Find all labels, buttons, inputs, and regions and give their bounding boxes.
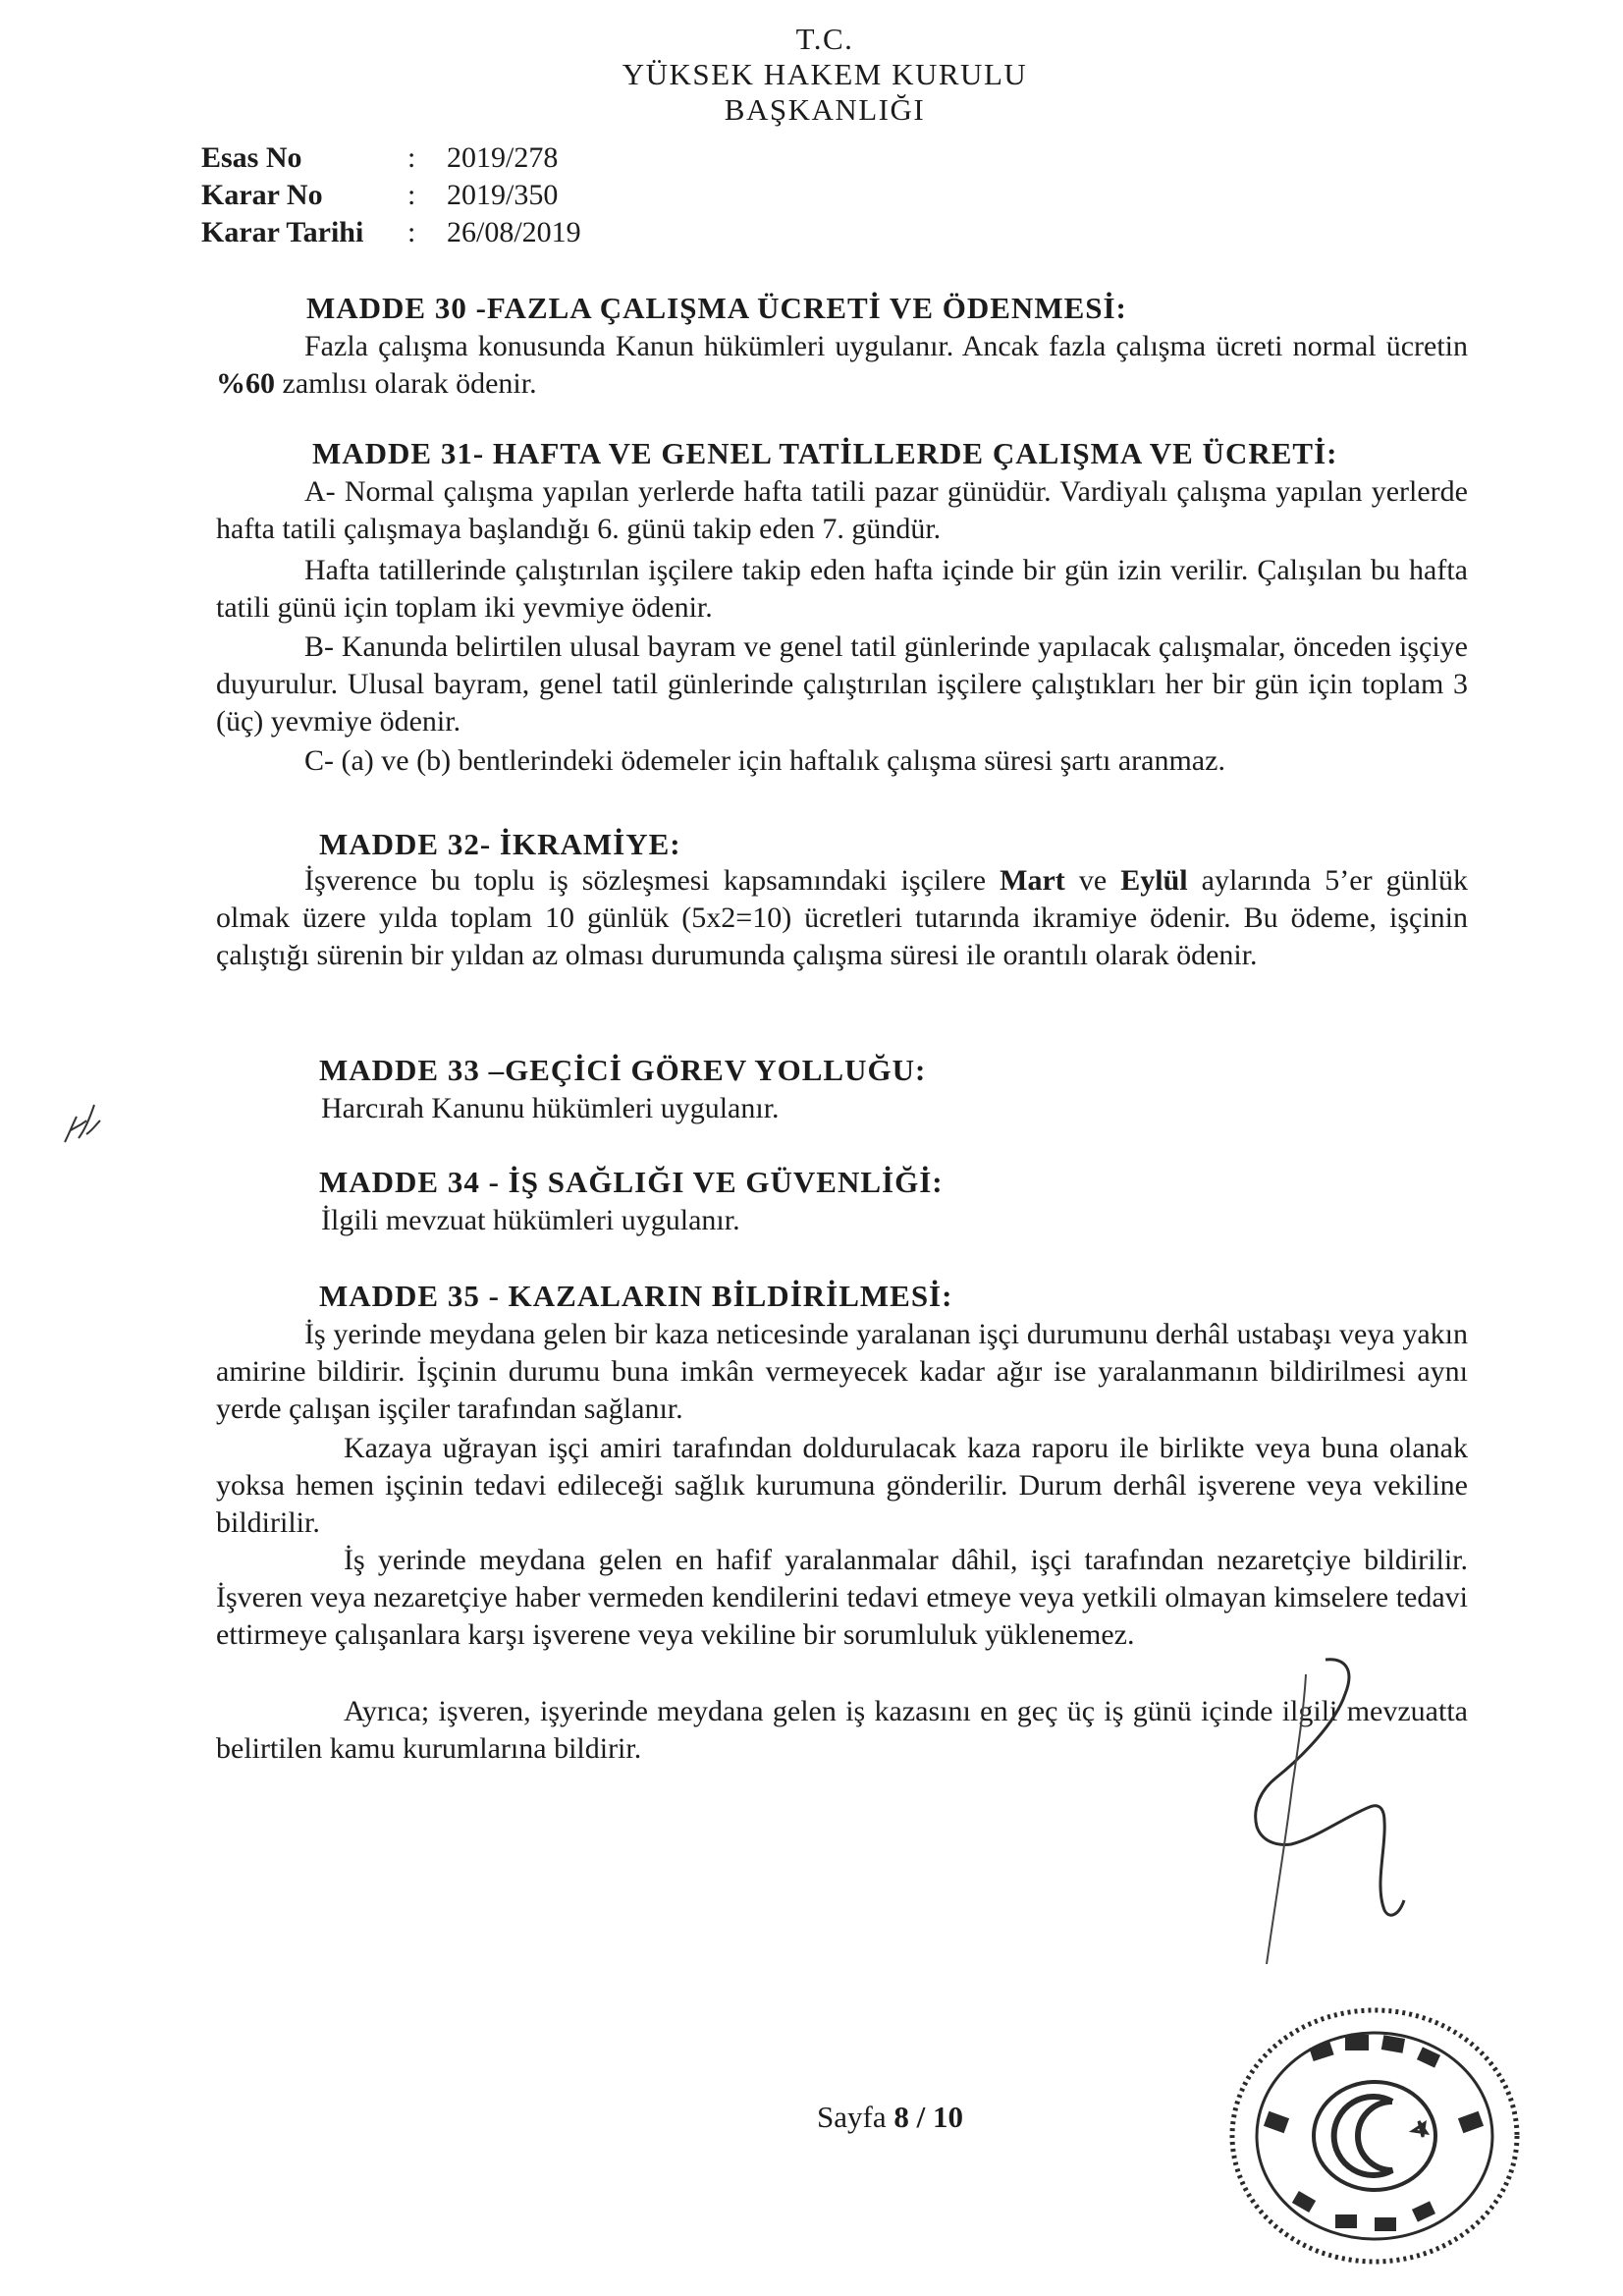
madde-35-p3 — [216, 1542, 1468, 1654]
madde-35-p1-text: İş yerinde meydana gelen bir kaza neticesinde yaralanan işçi durumunu derhâl ustabaşı veya yakın amirine bildirir. İşçinin durumu buna imkân vermeyecek kadar ağır ise yaralanmanın bildirilmesi aynı yerde çalışan işçiler tarafından sağlanır. — [216, 1318, 1468, 1425]
page-footer — [817, 2100, 963, 2135]
karar-row — [201, 177, 581, 214]
madde-31-p4 — [216, 742, 1468, 780]
madde-32-month-eylul: Eylül — [1120, 864, 1188, 897]
signature — [1208, 1650, 1434, 1974]
footer-prefix: Sayfa — [817, 2100, 894, 2134]
madde-30-text-a: Fazla çalışma konusunda Kanun hükümleri uygulanır. Ancak fazla çalışma ücreti normal ücretin — [304, 330, 1468, 362]
madde-31-p1 — [216, 473, 1468, 548]
madde-35-p3-text: İş yerinde meydana gelen en hafif yaralanmalar dâhil, işçi tarafından nezaretçiye bildirilir. İşveren veya nezaretçiye haber vermeden kendilerini tedavi etmeye veya yetkili olmayan kimselere tedavi ettirmeye çalışanlara karşı işverene veya vekiline bir sorumluluk yüklenemez. — [216, 1544, 1468, 1651]
madde-30-rate: %60 — [216, 367, 275, 400]
madde-31-p2-text: Hafta tatillerinde çalıştırılan işçilere takip eden hafta içinde bir gün izin verilir. Çalışılan bu hafta tatili günü için toplam iki yevmiye ödenir. — [216, 554, 1468, 624]
official-seal-stamp — [1217, 1994, 1532, 2269]
madde-35-p1 — [216, 1316, 1468, 1428]
madde-35-p2 — [216, 1430, 1468, 1542]
document-header — [550, 22, 1100, 128]
madde-31-p3 — [216, 629, 1468, 740]
madde-32-text-2: ve — [1064, 864, 1121, 897]
tarih-row — [201, 214, 581, 251]
header-line-tc: T.C. — [795, 22, 854, 56]
madde-34-heading: MADDE 34 - İŞ SAĞLIĞI VE GÜVENLİĞİ: — [319, 1165, 944, 1199]
madde-32-text-3: aylarında 5’er günlük olmak üzere yılda toplam 10 günlük (5x2=10) ücretleri tutarında ikramiye ödenir. Bu ödeme, işçinin çalıştığı sürenin bir yıldan az olması durumunda çalışma süresi ile orantılı olarak ödenir. — [216, 864, 1468, 971]
tarih-label: Karar Tarihi — [201, 216, 364, 248]
karar-value: 2019/350 — [447, 179, 559, 211]
esas-value: 2019/278 — [447, 141, 559, 174]
madde-31-p1-text: A- Normal çalışma yapılan yerlerde hafta tatili pazar günüdür. Vardiyalı çalışma yapılan yerlerde hafta tatili çalışmaya başlandığı 6. günü takip eden 7. gündür. — [216, 475, 1468, 545]
madde-33-heading: MADDE 33 –GEÇİCİ GÖREV YOLLUĞU: — [319, 1053, 927, 1087]
madde-32-month-mart: Mart — [1000, 864, 1065, 897]
esas-label: Esas No — [201, 141, 302, 174]
madde-31-heading: MADDE 31- HAFTA VE GENEL TATİLLERDE ÇALIŞMA VE ÜCRETİ: — [312, 436, 1338, 470]
madde-30-text — [216, 328, 1468, 403]
madde-30-text-b: zamlısı olarak ödenir. — [275, 367, 537, 400]
header-line-institution: YÜKSEK HAKEM KURULU — [622, 57, 1028, 91]
madde-33-text: Harcırah Kanunu hükümleri uygulanır. — [321, 1092, 780, 1124]
madde-31-p3-text: B- Kanunda belirtilen ulusal bayram ve genel tatil günlerinde yapılacak çalışmalar, önceden işçiye duyurulur. Ulusal bayram, genel tatil günlerinde çalıştırılan işçilere çalıştıkları her bir gün için toplam 3 (üç) yevmiye ödenir. — [216, 630, 1468, 738]
page-number: 8 / 10 — [893, 2100, 963, 2134]
madde-34-text: İlgili mevzuat hükümleri uygulanır. — [321, 1204, 740, 1236]
tarih-colon: : — [407, 216, 416, 248]
madde-32-heading: MADDE 32- İKRAMİYE: — [319, 827, 681, 861]
esas-colon: : — [407, 141, 416, 174]
case-metadata — [201, 139, 581, 251]
madde-32-text — [216, 862, 1468, 974]
margin-initial-mark — [57, 1095, 106, 1149]
madde-30-heading: MADDE 30 -FAZLA ÇALIŞMA ÜCRETİ VE ÖDENMESİ: — [306, 291, 1127, 325]
madde-31-p4-text: C- (a) ve (b) bentlerindeki ödemeler için haftalık çalışma süresi şartı aranmaz. — [304, 744, 1225, 777]
madde-35-p2-text: Kazaya uğrayan işçi amiri tarafından doldurulacak kaza raporu ile birlikte veya buna olanak yoksa hemen işçinin tedavi edileceği sağlık kurumuna gönderilir. Durum derhâl işverene veya vekiline bildirilir. — [216, 1432, 1468, 1539]
madde-31-p2 — [216, 552, 1468, 627]
karar-label: Karar No — [201, 179, 323, 211]
madde-35-p4-text: Ayrıca; işveren, işyerinde meydana gelen iş kazasını en geç üç iş günü içinde ilgili mevzuatta belirtilen kamu kurumlarına bildirir. — [216, 1695, 1468, 1765]
header-line-office: BAŞKANLIĞI — [724, 92, 926, 127]
madde-32-text-1: İşverence bu toplu iş sözleşmesi kapsamındaki işçilere — [304, 864, 1001, 897]
esas-row — [201, 139, 581, 177]
tarih-value: 26/08/2019 — [447, 216, 581, 248]
madde-35-heading: MADDE 35 - KAZALARIN BİLDİRİLMESİ: — [319, 1279, 953, 1313]
karar-colon: : — [407, 179, 416, 211]
